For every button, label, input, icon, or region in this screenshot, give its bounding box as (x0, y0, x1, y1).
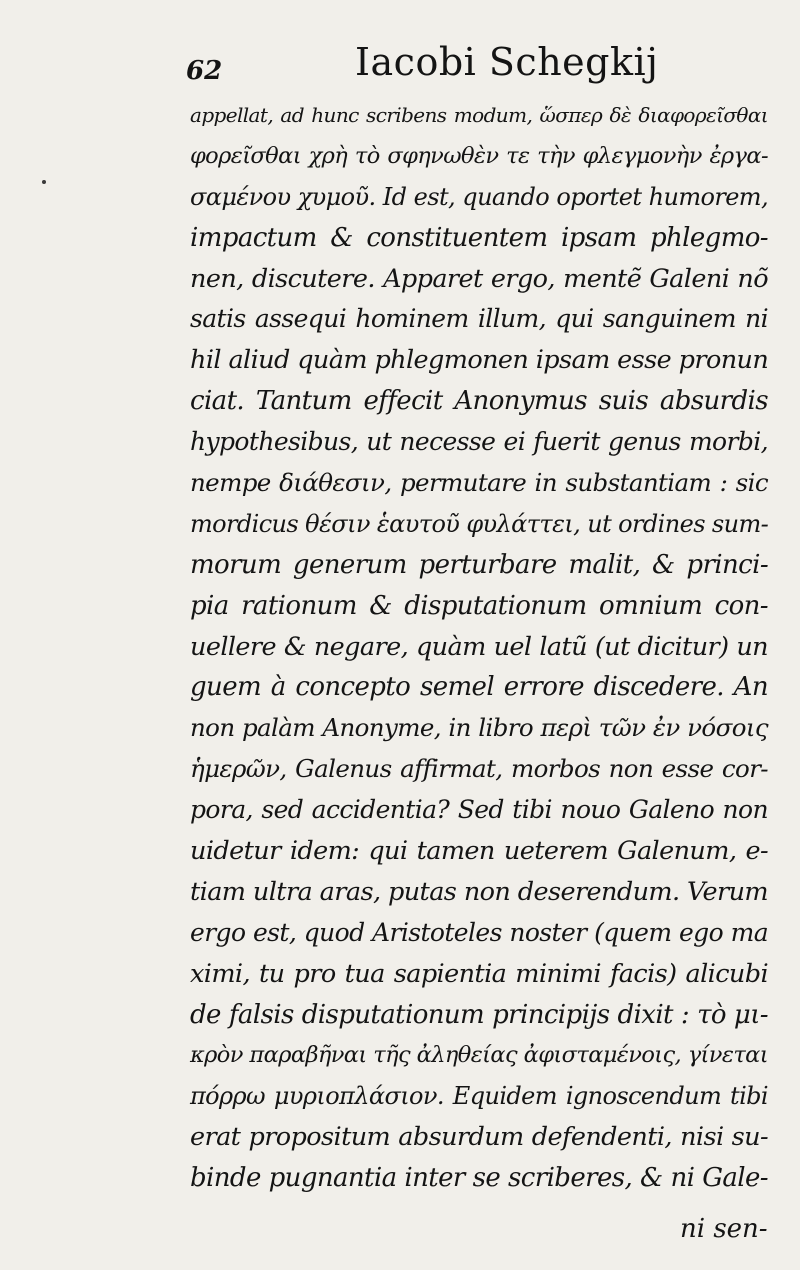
text-line: erat propositum absurdum defendenti, nisi su- (190, 1122, 768, 1153)
text-line: nempe διάθεσιν, permutare in substantiam : sic (190, 468, 768, 498)
text-line: hypothesibus, ut necesse ei fuerit genus morbi, (190, 427, 768, 457)
catchword: ni sen- (680, 1214, 768, 1244)
text-line: σαμένου χυμοῦ. Id est, quando oportet humorem, (190, 182, 768, 211)
text-line: mordicus θέσιν ἑαυτοῦ φυλάττει, ut ordines sum- (190, 509, 769, 538)
text-line: uidetur idem: qui tamen ueterem Galenum, e- (190, 836, 768, 867)
text-line: morum generum perturbare malit, & princi- (190, 549, 768, 580)
text-line: φορεῖσθαι χρὴ τὸ σφηνωθὲν τε τὴν φλεγμονὴν ἐργα- (190, 142, 768, 169)
text-line: nen, discutere. Apparet ergo, mentẽ Galeni nõ (190, 263, 768, 294)
text-line: guem à concepto semel errore discedere. An (190, 672, 768, 703)
text-line: appellat, ad hunc scribens modum, ὥσπερ δὲ διαφορεῖσθαι (190, 103, 768, 127)
page-number: 62 (186, 56, 223, 86)
text-line: hil aliud quàm phlegmonen ipsam esse pronun (190, 345, 769, 376)
text-line: non palàm Anonyme, in libro περὶ τῶν ἐν νόσοις (190, 713, 768, 743)
text-line: tiam ultra aras, putas non deserendum. Verum (190, 876, 768, 907)
text-line: κρὸν παραβῆναι τῆς ἀληθείας ἀφισταμένοις, γίνεται (190, 1042, 768, 1069)
text-line: πόρρω μυριοπλάσιον. Equidem ignoscendum tibi (190, 1082, 768, 1111)
text-line: impactum & constituentem ipsam phlegmo- (190, 222, 768, 253)
text-line: pora, sed accidentia? Sed tibi nouo Galeno non (190, 795, 768, 825)
text-line: pia rationum & disputationum omnium con- (190, 590, 768, 621)
bleed-through-text (80, 112, 200, 135)
text-line: uellere & negare, quàm uel latũ (ut dicitur) un (190, 631, 768, 662)
text-line: ergo est, quod Aristoteles noster (quem ego ma (190, 917, 768, 947)
margin-mark (42, 180, 46, 184)
text-line: ciat. Tantum effecit Anonymus suis absurdis (190, 386, 768, 417)
body-text (190, 95, 768, 1199)
text-line: ἡμερῶν, Galenus affirmat, morbos non esse cor- (190, 754, 768, 784)
running-head: Iacobi Schegkij (355, 40, 659, 84)
text-line: satis assequi hominem illum, qui sanguinem ni (190, 304, 768, 334)
text-line: ximi, tu pro tua sapientia minimi facis) alicubi (190, 958, 768, 989)
text-line: binde pugnantia inter se scriberes, & ni Gale- (190, 1163, 768, 1194)
text-line: de falsis disputationum principijs dixit : τὸ μι- (190, 999, 768, 1030)
